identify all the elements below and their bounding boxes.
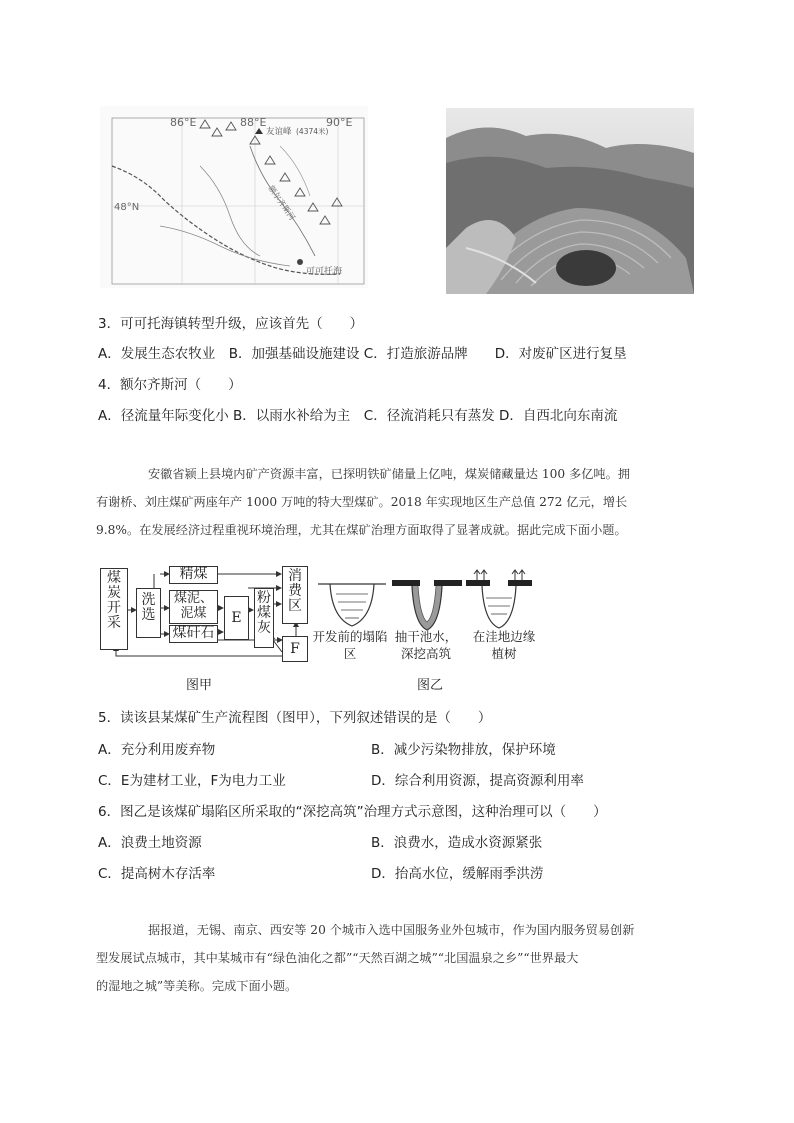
passage-cities-line1: 据报道，无锡、南京、西安等 20 个城市入选中国服务业外包城市，作为国内服务贸易创新 xyxy=(148,923,635,937)
box-f: F xyxy=(282,636,308,662)
lon-label-90: 90°E xyxy=(326,116,353,129)
q5-option-c: C．E为建材工业，F为电力工业 xyxy=(98,773,286,789)
town-marker-icon xyxy=(297,259,303,265)
town-label: 可可托海 xyxy=(306,267,343,277)
lat-label: 48°N xyxy=(114,202,140,213)
label-before: 开发前的塌陷区 xyxy=(312,629,388,661)
figure-yi xyxy=(312,566,542,678)
label-dig: 抽干池水，深挖高筑 xyxy=(394,629,458,661)
map-svg xyxy=(100,106,368,288)
box-consumer: 消费区 xyxy=(282,566,308,624)
river-label: 额尔齐斯河 xyxy=(266,183,297,222)
q3-options: A．发展生态农牧业 B．加强基础设施建设 C．打造旅游品牌 D．对废矿区进行复垦 xyxy=(98,346,627,362)
box-slime: 煤泥、泥煤 xyxy=(169,590,218,624)
subsidence-diagrams xyxy=(312,566,542,636)
lon-label-88: 88°E xyxy=(240,116,267,129)
lon-label-86: 86°E xyxy=(170,116,197,129)
open-pit-mine-image xyxy=(446,108,694,294)
passage-coal-line2: 有谢桥、刘庄煤矿两座年产 1000 万吨的特大型煤矿。2018 年实现地区生产总值 272 亿元，增长 xyxy=(96,495,628,509)
figure-jia xyxy=(96,560,318,672)
passage-cities-line2: 型发展试点城市，其中某城市有“绿色油化之都”“天然百湖之城”“北国温泉之乡”“世界最大 xyxy=(96,951,579,965)
passage-coal-line3: 9.8%。在发展经济过程重视环境治理，尤其在煤矿治理方面取得了显著成就。据此完成下面小题。 xyxy=(96,523,627,537)
passage-coal-line1: 安徽省颍上县境内矿产资源丰富，已探明铁矿储量上亿吨，煤炭储藏量达 100 多亿吨。拥 xyxy=(148,467,630,481)
box-fly-ash: 粉煤灰 xyxy=(254,588,274,648)
q6-stem: 6．图乙是该煤矿塌陷区所采取的“深挖高筑”治理方式示意图，这种治理可以（ ） xyxy=(98,804,607,820)
passage-coal xyxy=(96,460,700,544)
tree-icons xyxy=(474,570,525,580)
peak-label: 友谊峰 xyxy=(266,127,292,137)
q6-option-a: A．浪费土地资源 xyxy=(98,835,202,851)
q6-option-d: D．抬高水位，缓解雨季洪涝 xyxy=(371,866,544,882)
caption-yi: 图乙 xyxy=(417,678,444,693)
q4-stem: 4．额尔齐斯河（ ） xyxy=(98,377,242,393)
q6-option-b: B．浪费水，造成水资源紧张 xyxy=(371,835,543,851)
passage-cities xyxy=(96,916,700,1000)
peak-elevation: (4374米) xyxy=(296,127,329,136)
q6-option-c: C．提高树木存活率 xyxy=(98,866,216,882)
box-mining: 煤炭开采 xyxy=(100,568,128,650)
box-clean-coal: 精煤 xyxy=(169,566,218,584)
q5-option-a: A．充分利用废弃物 xyxy=(98,742,216,758)
label-plant: 在洼地边缘植树 xyxy=(472,629,536,661)
box-washing: 洗选 xyxy=(136,588,161,638)
q5-stem: 5．读该县某煤矿生产流程图（图甲），下列叙述错误的是（ ） xyxy=(98,710,492,726)
mine-photo xyxy=(446,108,694,294)
caption-jia: 图甲 xyxy=(186,678,213,693)
box-e: E xyxy=(224,596,249,640)
box-gangue: 煤矸石 xyxy=(169,625,218,643)
q5-option-d: D．综合利用资源，提高资源利用率 xyxy=(371,773,584,789)
map-figure xyxy=(100,106,368,288)
q4-options: A．径流量年际变化小 B．以雨水补给为主 C．径流消耗只有蒸发 D．自西北向东南流 xyxy=(98,408,618,424)
q5-option-b: B．减少污染物排放，保护环境 xyxy=(371,742,556,758)
passage-cities-line3: 的湿地之城”等美称。完成下面小题。 xyxy=(96,979,298,993)
q3-stem: 3．可可托海镇转型升级，应该首先（ ） xyxy=(98,316,364,332)
